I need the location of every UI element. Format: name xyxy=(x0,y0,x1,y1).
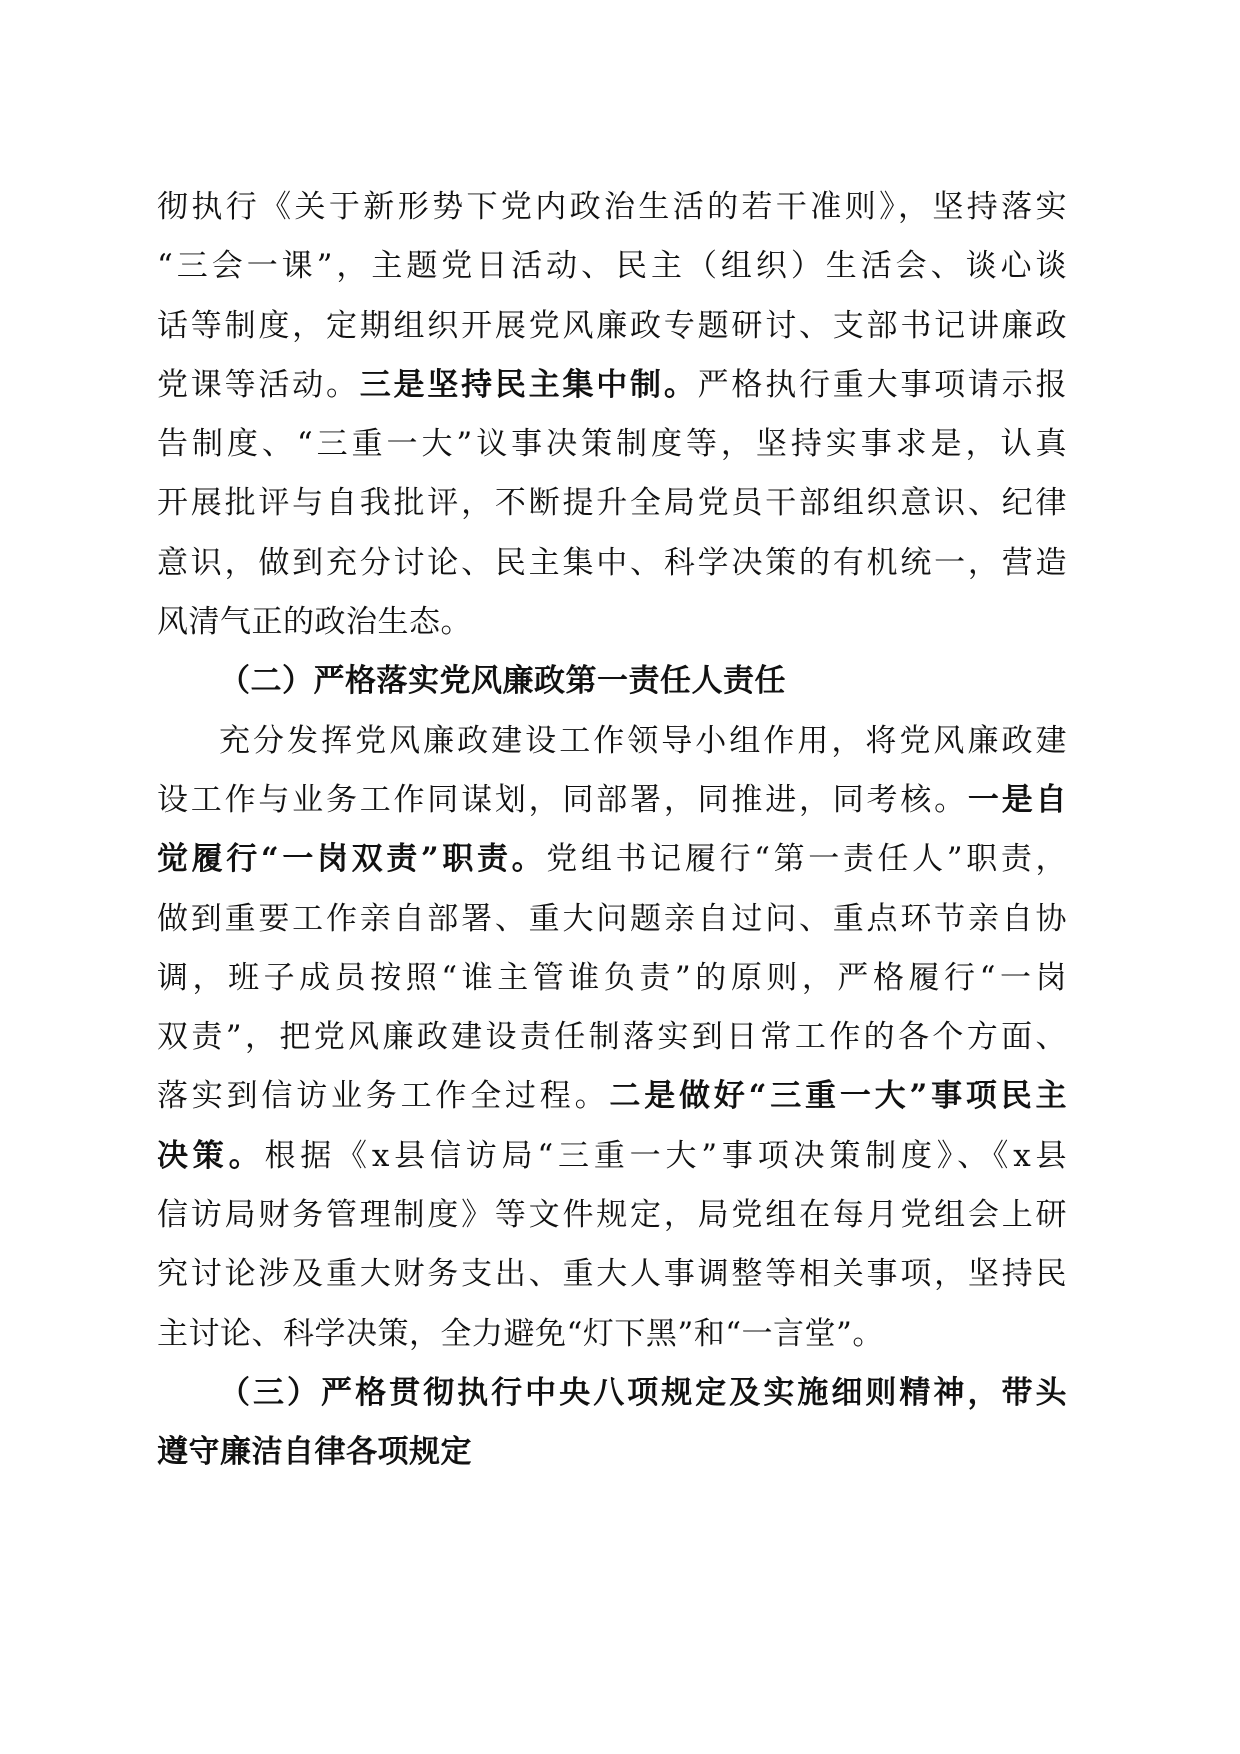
bold-lead-phrase: 决策。 xyxy=(157,1137,265,1174)
text-line: 觉履行“一岗双责”职责。党组书记履行“第一责任人”职责， xyxy=(157,841,1067,878)
bold-lead-phrase: 一是自 xyxy=(967,781,1067,818)
text-line: 风清气正的政治生态。 xyxy=(157,604,472,641)
text-line: 主讨论、科学决策，全力避免“灯下黑”和“一言堂”。 xyxy=(157,1315,884,1352)
text-line: 话等制度，定期组织开展党风廉政专题研讨、支部书记讲廉政 xyxy=(157,307,1067,344)
text-line: 意识，做到充分讨论、民主集中、科学决策的有机统一，营造 xyxy=(157,544,1067,581)
bold-lead-phrase: 二是做好“三重一大”事项民主 xyxy=(609,1078,1067,1115)
text-line: 双责”，把党风廉政建设责任制落实到日常工作的各个方面、 xyxy=(157,1019,1067,1056)
bold-lead-phrase: 三是坚持民主集中制。 xyxy=(359,366,698,403)
text-line: “三会一课”，主题党日活动、民主（组织）生活会、谈心谈 xyxy=(157,248,1067,285)
text-line: 信访局财务管理制度》等文件规定，局党组在每月党组会上研 xyxy=(157,1197,1067,1234)
text-line: 彻执行《关于新形势下党内政治生活的若干准则》，坚持落实 xyxy=(157,189,1067,225)
text-line: 开展批评与自我批评，不断提升全局党员干部组织意识、纪律 xyxy=(157,485,1067,522)
text-line: 落实到信访业务工作全过程。二是做好“三重一大”事项民主 xyxy=(157,1078,1067,1115)
document-page xyxy=(157,178,1067,1483)
bold-lead-phrase: 觉履行“一岗双责”职责。 xyxy=(157,841,547,878)
text-line: 决策。根据《x县信访局“三重一大”事项决策制度》、《x县 xyxy=(157,1137,1067,1174)
text-line: 党课等活动。三是坚持民主集中制。严格执行重大事项请示报 xyxy=(157,366,1067,403)
text-line: 究讨论涉及重大财务支出、重大人事调整等相关事项，坚持民 xyxy=(157,1256,1067,1293)
text-line: 做到重要工作亲自部署、重大问题亲自过问、重点环节亲自协 xyxy=(157,900,1067,937)
text-line: 告制度、“三重一大”议事决策制度等，坚持实事求是，认真 xyxy=(157,426,1067,463)
text-line: 设工作与业务工作同谋划，同部署，同推进，同考核。一是自 xyxy=(157,781,1067,818)
text-line: 充分发挥党风廉政建设工作领导小组作用，将党风廉政建 xyxy=(219,722,1067,759)
section-heading-2: （二）严格落实党风廉政第一责任人责任 xyxy=(219,663,786,700)
text-line: 调，班子成员按照“谁主管谁负责”的原则，严格履行“一岗 xyxy=(157,959,1067,996)
section-heading-3-cont: 遵守廉洁自律各项规定 xyxy=(157,1434,472,1471)
section-heading-3: （三）严格贯彻执行中央八项规定及实施细则精神，带头 xyxy=(219,1374,1067,1411)
